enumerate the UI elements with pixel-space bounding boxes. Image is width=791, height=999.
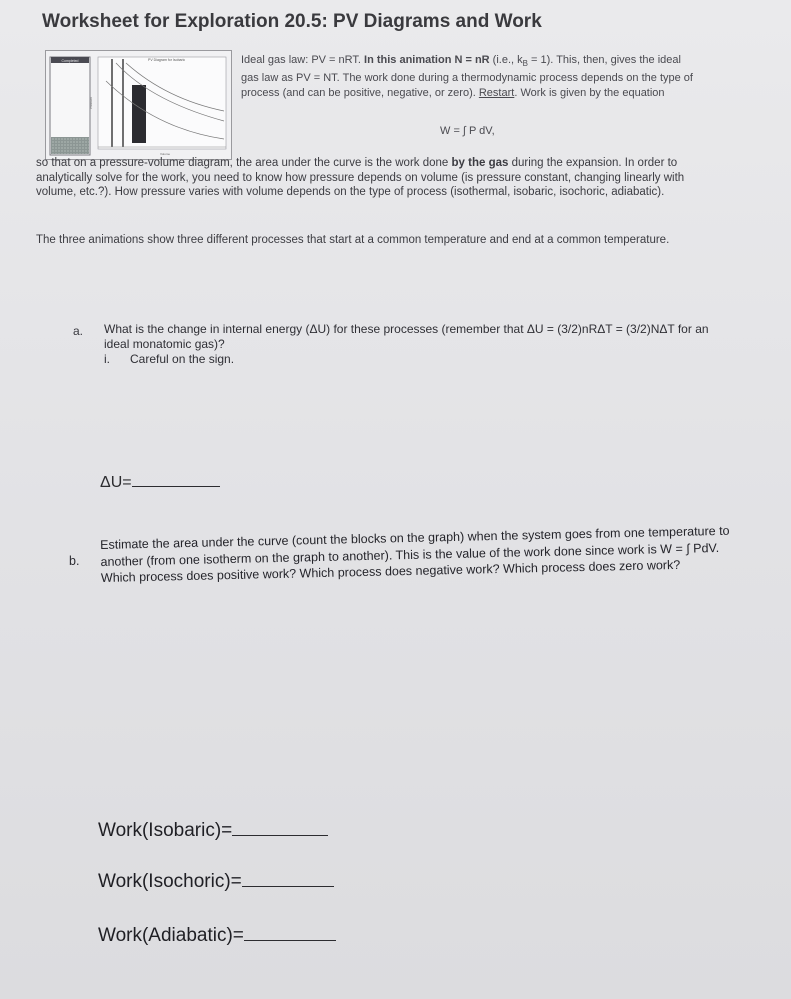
work-isochoric-blank[interactable] (242, 869, 334, 887)
intro-part1: Ideal gas law: PV = nRT. (241, 54, 365, 66)
question-b-letter: b. (69, 554, 80, 568)
question-a-letter: a. (73, 324, 84, 338)
worksheet-title: Worksheet for Exploration 20.5: PV Diagrams and Work (42, 11, 542, 32)
work-adiabatic-label: Work(Adiabatic)= (98, 925, 244, 946)
para-part1: so that on a pressure-volume diagram, the area under the curve is the work done (36, 157, 452, 169)
simulation-panel[interactable] (45, 50, 232, 160)
question-a-text: What is the change in internal energy (ΔU) for these processes (remember that ΔU = (3/2)nRΔT = (3/2)NΔT for an ideal monatomic gas)? (104, 322, 709, 351)
work-isobaric-blank[interactable] (232, 818, 328, 836)
intro-part3: (i.e., k (489, 54, 523, 66)
subitem-text: Careful on the sign. (130, 352, 235, 366)
intro-part4: = 1). This, then, gives the ideal gas law as PV = NT. The work done during a thermodynamic process depends on the type of process (and can be positive, negative, or zero). (241, 54, 693, 100)
v-axis-label: Volume (160, 152, 171, 156)
question-a-subitem (104, 352, 234, 366)
container-label: Completed (61, 59, 79, 63)
work-isobaric-answer (98, 818, 328, 842)
work-isochoric-answer (98, 869, 334, 893)
work-adiabatic-blank[interactable] (244, 923, 336, 941)
delta-u-answer (100, 472, 220, 492)
p-axis-label: Pressure (89, 96, 93, 109)
work-isobaric-label: Work(Isobaric)= (98, 820, 233, 841)
work-formula: W = ∫ P dV, (440, 125, 495, 137)
simulation-graphic (46, 51, 231, 159)
intro-part5: . Work is given by the equation (514, 87, 665, 100)
delta-u-label: ΔU= (100, 474, 132, 491)
pv-explanation (36, 156, 704, 200)
gas-particles-texture (51, 137, 89, 154)
delta-u-blank[interactable] (132, 472, 220, 487)
para-bold: by the gas (451, 157, 509, 169)
para-part2: during the expansion. In order to analytically solve for the work, you need to know how pressure depends on volume (is pressure constant, changing linearly with volume, etc.?). How pressure varies with volume depends on the type of process (isothermal, isobaric, isochoric, adiabatic). (36, 157, 685, 198)
work-isochoric-label: Work(Isochoric)= (98, 871, 242, 892)
intro-text (241, 53, 696, 101)
intro-sub: B (522, 59, 528, 69)
restart-link[interactable]: Restart (478, 87, 515, 100)
work-adiabatic-answer (98, 923, 336, 947)
animations-note: The three animations show three different processes that start at a common temperature and end at a common temperature. (36, 234, 670, 246)
pv-graph-frame (98, 57, 226, 149)
question-b-text: Estimate the area under the curve (count the blocks on the graph) when the system goes from one temperature to another (from one isotherm on the graph to another). This is the value of the work done since work is W = ∫ PdV. Which process does positive work? Which process does negative work? Which process does zero work? (100, 523, 730, 585)
graph-title: PV Diagram for Isobaric (148, 58, 186, 62)
work-area (132, 85, 146, 143)
subitem-number: i. (104, 352, 110, 366)
intro-bold: In this animation N = nR (364, 54, 490, 66)
